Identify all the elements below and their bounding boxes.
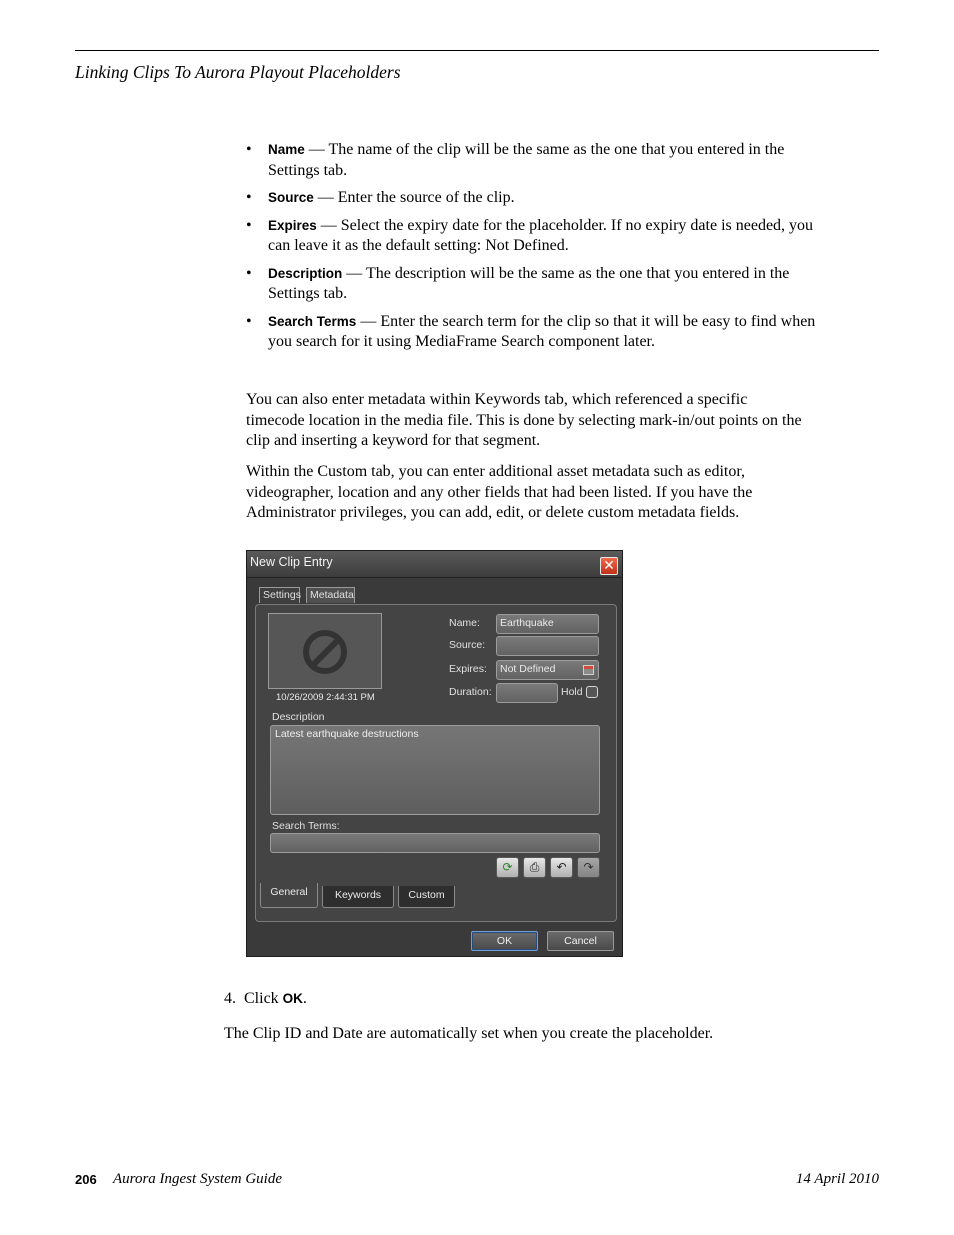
calendar-icon[interactable]: [583, 665, 594, 675]
bullet-text: — Select the expiry date for the placeholder. If no expiry date is needed, you can leave it as the default setting: Not Defined.: [268, 216, 814, 254]
undo-icon[interactable]: ↶: [550, 857, 573, 878]
hold-label: Hold: [561, 686, 583, 698]
bullet-term: Expires: [268, 217, 317, 233]
search-terms-label: Search Terms:: [272, 820, 340, 832]
step-suffix: .: [302, 990, 307, 1007]
hold-checkbox[interactable]: [586, 686, 598, 698]
bullet-term: Name: [268, 142, 305, 157]
bullet-source: • Source — Enter the source of the clip.: [246, 189, 515, 206]
expires-picker[interactable]: [496, 660, 599, 680]
bullet-text: — Enter the source of the clip.: [313, 189, 515, 206]
tab-custom[interactable]: Custom: [398, 886, 455, 908]
field-bullet-list: [246, 140, 816, 360]
dialog-title: New Clip Entry: [250, 555, 333, 569]
bullet-description: • Description — The description will be the same as the one that you entered in the Settings tab.: [246, 264, 790, 302]
tab-keywords[interactable]: Keywords: [322, 886, 394, 908]
bullet-text: — The name of the clip will be the same as the one that you entered in the Settings tab.: [268, 141, 785, 179]
bullet-text: — The description will be the same as the one that you entered in the Settings tab.: [268, 264, 790, 302]
footer-date: 14 April 2010: [795, 1171, 879, 1187]
thumbnail-timestamp: 10/26/2009 2:44:31 PM: [276, 692, 375, 703]
metadata-panel: [255, 604, 617, 922]
dialog-titlebar: [247, 551, 622, 578]
tab-settings[interactable]: Settings: [259, 587, 300, 603]
header-rule: [75, 50, 879, 51]
print-icon[interactable]: ⎙: [523, 857, 546, 878]
bullet-search-terms: • Search Terms — Enter the search term for the clip so that it will be easy to find when you search for it using MediaFrame Search component later.: [246, 312, 816, 350]
cancel-button[interactable]: Cancel: [547, 931, 614, 951]
duration-label: Duration:: [449, 686, 492, 698]
page-number: 206: [75, 1172, 97, 1187]
bullet-expires: • Expires — Select the expiry date for the placeholder. If no expiry date is needed, you can leave it as the default setting: Not Defined.: [246, 216, 814, 254]
name-input[interactable]: Earthquake: [496, 614, 599, 634]
no-media-icon: [303, 630, 347, 674]
description-label: Description: [272, 711, 325, 723]
running-head: Linking Clips To Aurora Playout Placeholders: [75, 62, 401, 82]
bullet-term: Source: [268, 190, 314, 205]
redo-icon[interactable]: ↷: [577, 857, 600, 878]
description-textarea[interactable]: Latest earthquake destructions: [270, 725, 600, 815]
bullet-text: — Enter the search term for the clip so that it will be easy to find when you search for it using MediaFrame Search component later.: [268, 312, 816, 350]
expires-value: Not Defined: [500, 663, 556, 675]
closing-paragraph: The Clip ID and Date are automatically set when you create the placeholder.: [224, 1025, 714, 1042]
refresh-icon[interactable]: ⟳: [496, 857, 519, 878]
step-4: [224, 990, 307, 1008]
source-input[interactable]: [496, 636, 599, 656]
duration-input[interactable]: [496, 683, 558, 703]
step-target: OK: [282, 991, 303, 1006]
bullet-term: Description: [268, 265, 343, 281]
name-label: Name:: [449, 617, 480, 629]
bullet-name: • Name — The name of the clip will be the same as the one that you entered in the Settings tab.: [246, 141, 785, 179]
tab-metadata[interactable]: Metadata: [306, 587, 355, 603]
keywords-paragraph: You can also enter metadata within Keywords tab, which referenced a specific timecode location in the media file. This is done by selecting mark-in/out points on the clip and inserting a keyword for that segment.: [246, 391, 802, 449]
ok-button[interactable]: OK: [471, 931, 538, 951]
expires-label: Expires:: [449, 663, 487, 675]
footer-book-title: Aurora Ingest System Guide: [113, 1171, 282, 1187]
bullet-term: Search Terms: [268, 313, 357, 329]
close-icon[interactable]: ✕: [600, 557, 618, 575]
new-clip-entry-dialog: [246, 550, 623, 957]
step-prefix: 4. Click: [224, 990, 283, 1007]
tab-general[interactable]: General: [260, 883, 318, 908]
custom-paragraph: Within the Custom tab, you can enter additional asset metadata such as editor, videographer, location and any other fields that had been listed. If you have the Administrator privileges, you can add, edit, or delete custom metadata fields.: [246, 463, 753, 521]
clip-thumbnail: [268, 613, 382, 689]
source-label: Source:: [449, 639, 486, 651]
search-terms-input[interactable]: [270, 833, 600, 853]
